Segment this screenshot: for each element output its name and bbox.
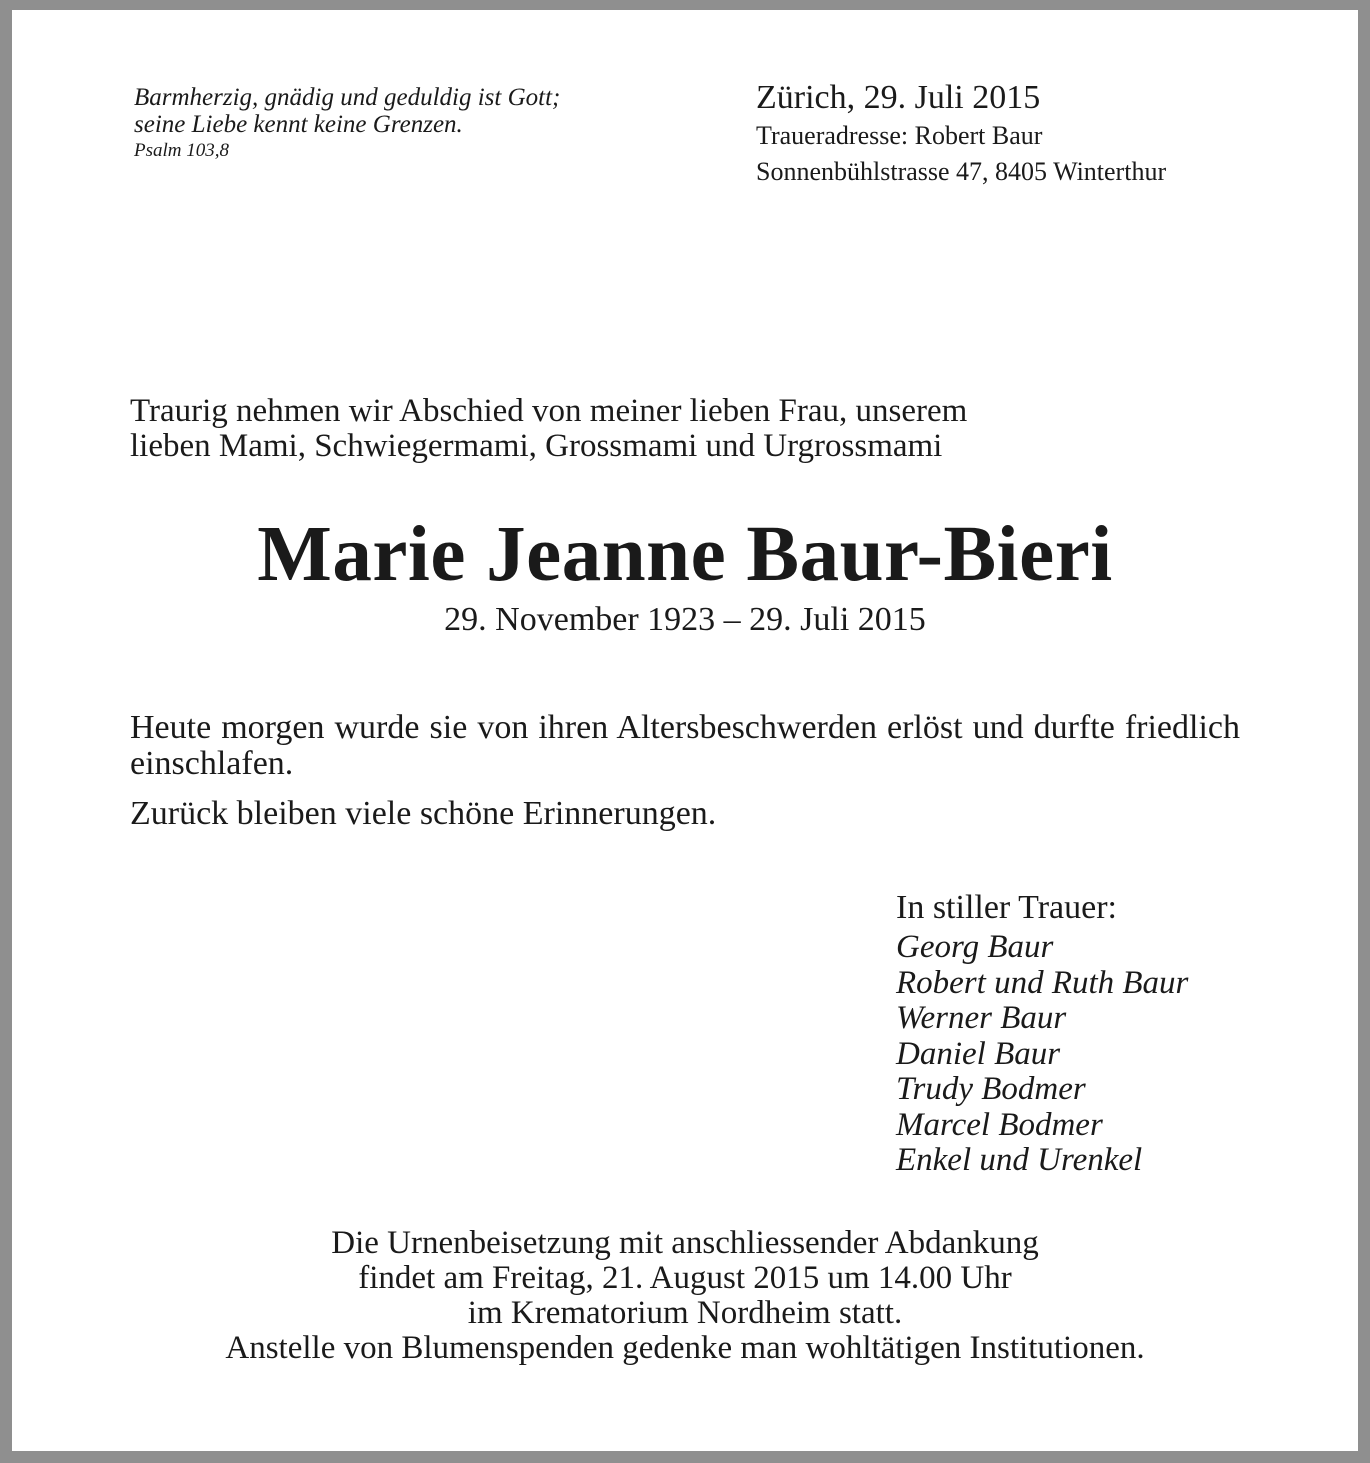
mourning-address-line-2: Sonnenbühlstrasse 47, 8405 Winterthur [756,157,1167,186]
header-place-address [756,78,1166,190]
mourner-name: Robert und Ruth Baur [896,964,1189,1001]
body-paragraph-1: Heute morgen wurde sie von ihren Altersbeschwerden erlöst und durfte friedlich einschlafen. [130,709,1240,782]
mourners-label: In stiller Trauer: [896,889,1117,926]
funeral-notice [12,1226,1358,1366]
place-date: Zürich, 29. Juli 2015 [756,79,1041,116]
mourner-name: Marcel Bodmer [896,1106,1103,1143]
mourner-name: Enkel und Urenkel [896,1142,1143,1178]
intro-text [130,394,967,464]
closing-line-2: findet am Freitag, 21. August 2015 um 14.00 Uhr [358,1260,1012,1296]
quote-line-2: seine Liebe kennt keine Grenzen. [134,111,463,138]
closing-line-1: Die Urnenbeisetzung mit anschliessender Abdankung [331,1225,1039,1261]
mourner-name: Trudy Bodmer [896,1071,1086,1107]
psalm-quote [134,84,560,163]
intro-line-1: Traurig nehmen wir Abschied von meiner lieben Frau, unserem [130,393,968,429]
quote-reference: Psalm 103,8 [134,140,229,161]
deceased-name: Marie Jeanne Baur-Bieri [257,511,1113,598]
mourner-name: Daniel Baur [896,1035,1061,1072]
mourner-name: Werner Baur [896,1000,1067,1036]
closing-line-3: im Krematorium Nordheim statt. [467,1295,903,1331]
mourner-name: Georg Baur [896,929,1054,965]
obituary-page [12,10,1358,1451]
mourners-list [896,888,1188,1179]
closing-line-4: Anstelle von Blumenspenden gedenke man wohltätigen Institutionen. [225,1330,1145,1366]
body-paragraph-2: Zurück bleiben viele schöne Erinnerungen. [130,795,717,832]
deceased-lifespan: 29. November 1923 – 29. Juli 2015 [444,601,926,638]
body-text [130,710,1240,832]
intro-line-2: lieben Mami, Schwiegermami, Grossmami und Urgrossmami [130,428,943,464]
quote-line-1: Barmherzig, gnädig und geduldig ist Gott; [134,84,561,111]
mourning-address-line-1: Traueradresse: Robert Baur [756,121,1043,150]
